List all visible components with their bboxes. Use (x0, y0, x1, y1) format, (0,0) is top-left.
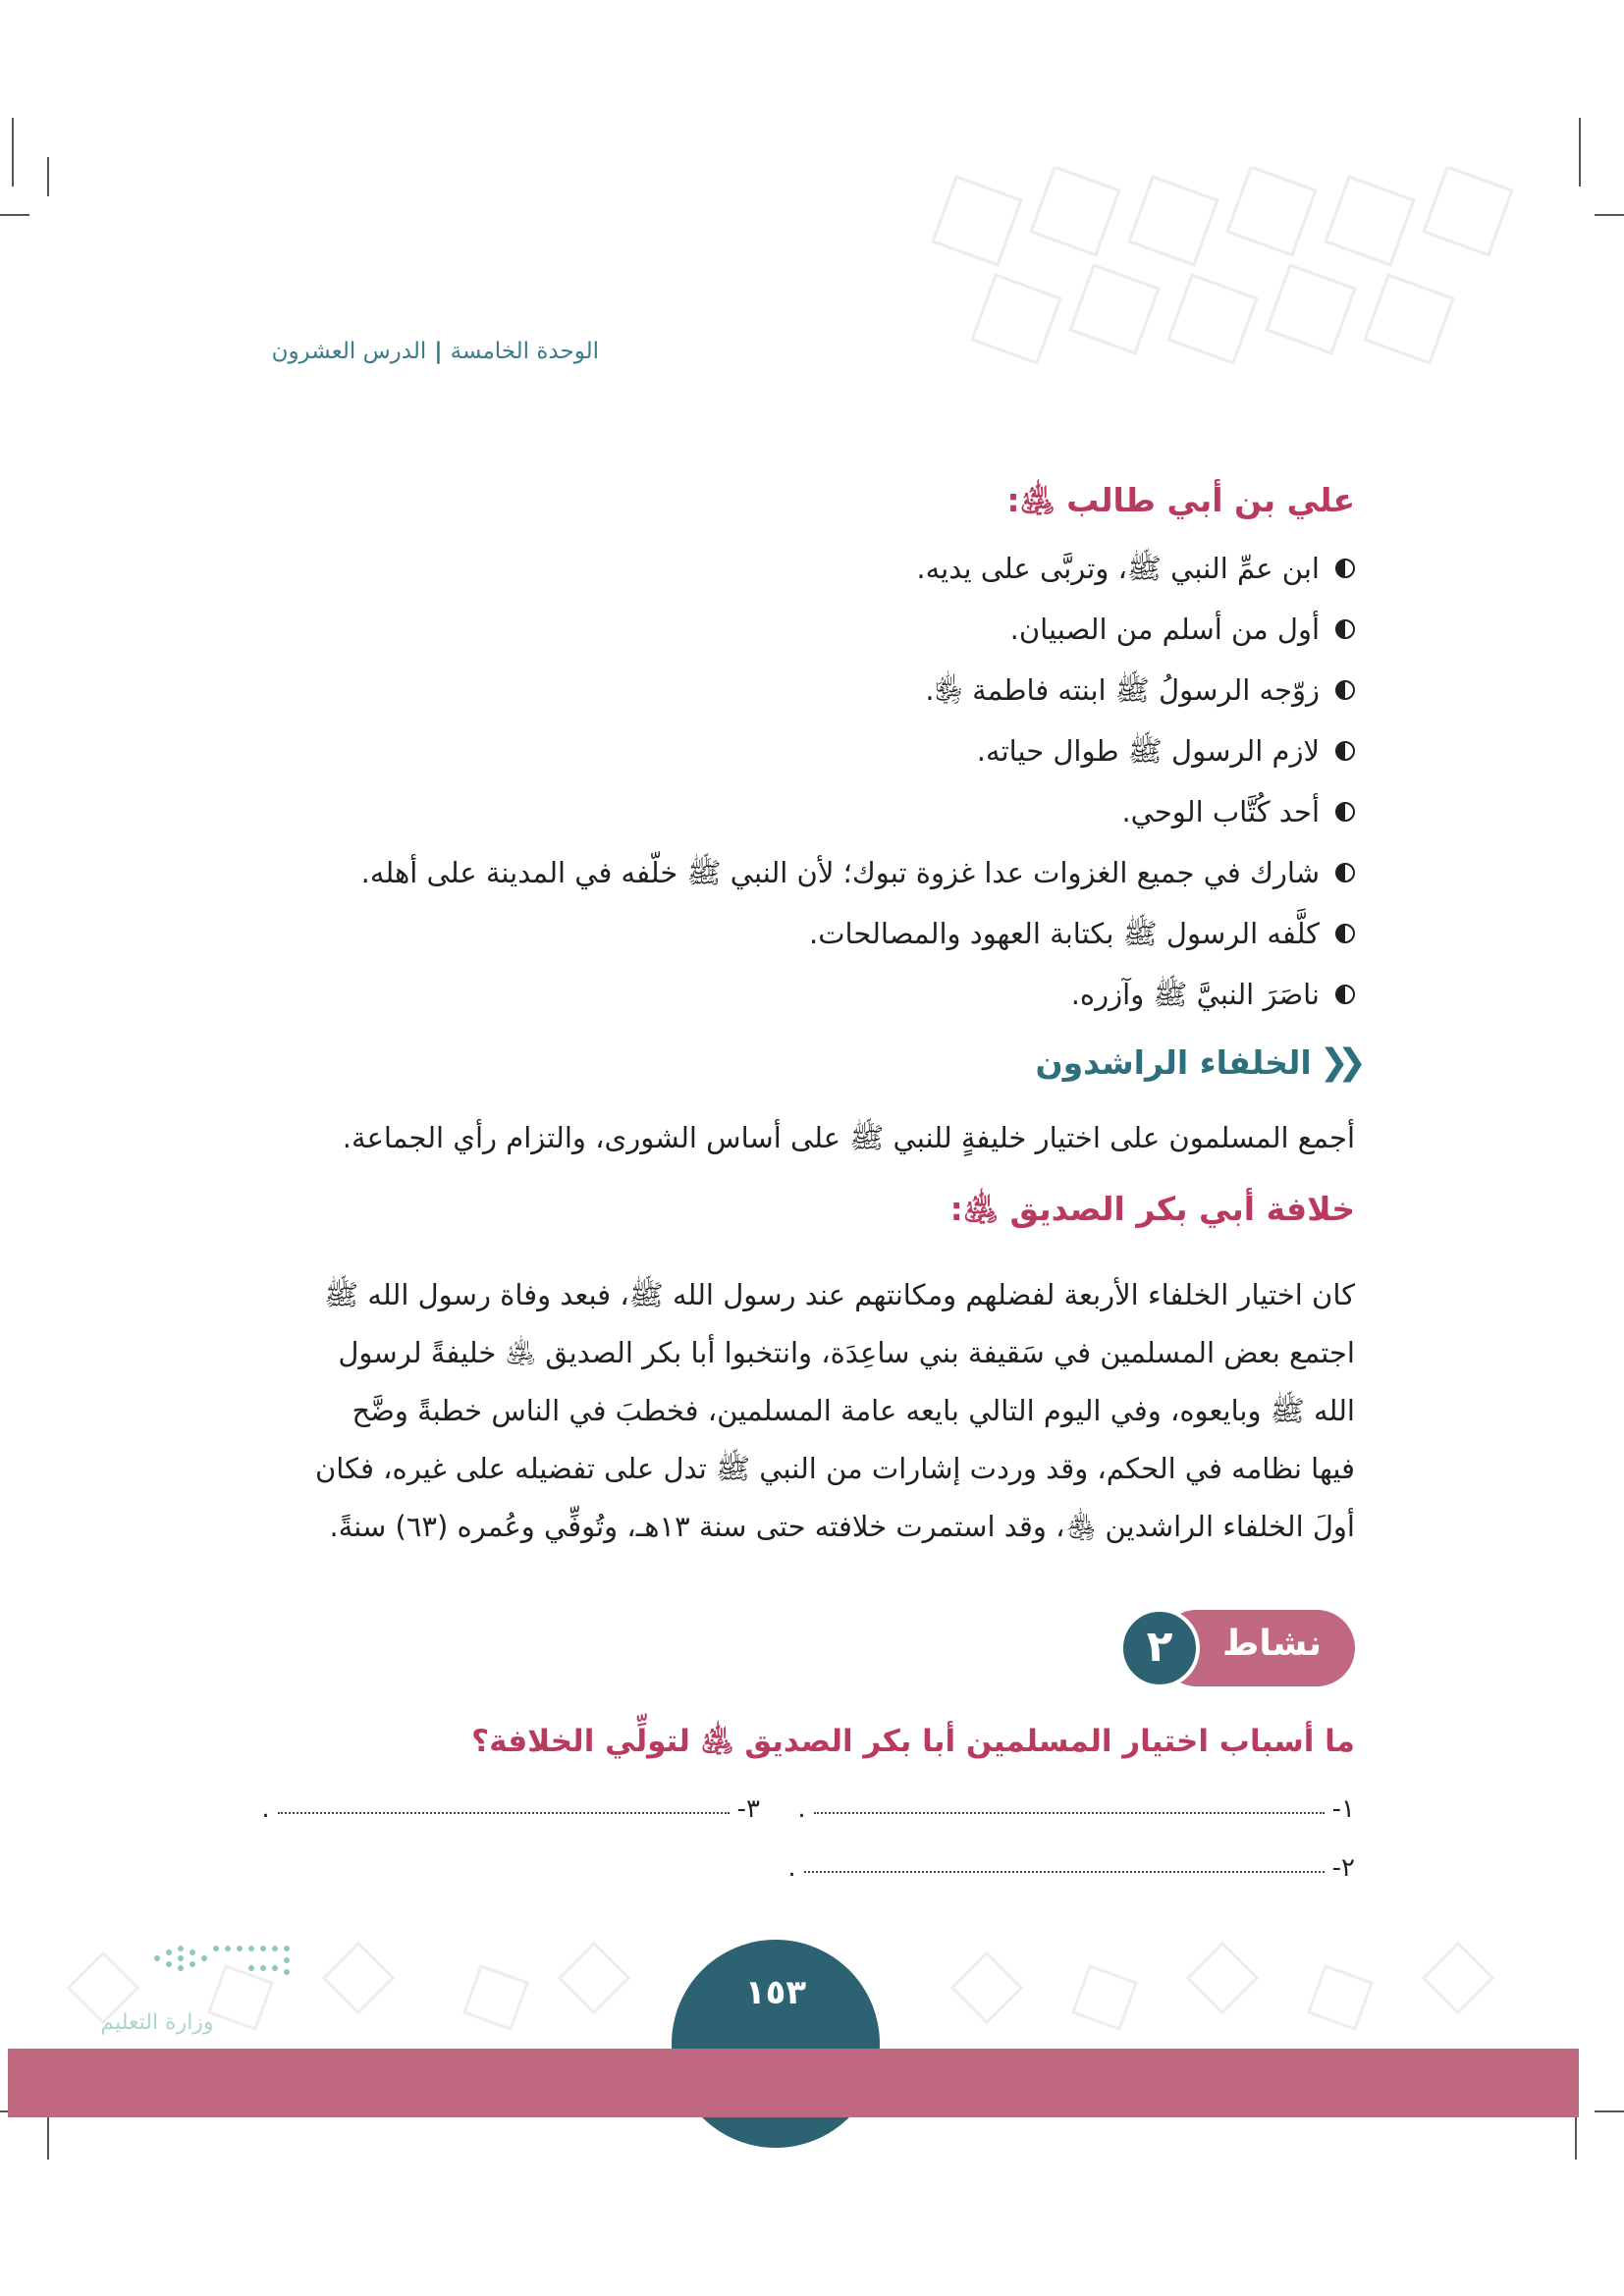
bullet-icon (1335, 802, 1355, 822)
list-item: ابن عمِّ النبي ﷺ، وتربَّى على يديه. (187, 538, 1355, 599)
page-number: ١٥٣ (744, 1973, 807, 2012)
activity-question: ما أسباب اختيار المسلمين أبا بكر الصديق ﵁ لتولِّي الخلافة؟ (471, 1724, 1355, 1759)
section-title-ali: علي بن أبي طالب ﵁: (1006, 481, 1355, 519)
answer-number: ١- (1331, 1794, 1355, 1824)
crop-mark (1595, 2110, 1624, 2112)
crop-mark (0, 214, 29, 216)
caliphs-intro-text: أجمع المسلمون على اختيار خليفةٍ للنبي ﷺ على أساس الشورى، والتزام رأي الجماعة. (342, 1121, 1355, 1154)
list-item: لازم الرسول ﷺ طوال حياته. (187, 721, 1355, 781)
list-item: زوّجه الرسولُ ﷺ ابنته فاطمة ﵂. (187, 660, 1355, 721)
footer-band (8, 2049, 1579, 2117)
paragraph-line: كان اختيار الخلفاء الأربعة لفضلهم ومكانتهم عند رسول الله ﷺ، فبعد وفاة رسول الله ﷺ (324, 1278, 1355, 1311)
bullet-icon (1335, 985, 1355, 1004)
paragraph-line: الله ﷺ وبايعوه، وفي اليوم التالي بايعه عامة المسلمين، فخطبَ في الناس خطبةً وضَّح (352, 1394, 1355, 1427)
answer-line-1[interactable]: ١-. (797, 1794, 1355, 1824)
list-item: أحد كُتَّاب الوحي. (187, 781, 1355, 842)
caliphs-heading-text: الخلفاء الراشدون (1035, 1043, 1312, 1082)
bullet-icon (1335, 924, 1355, 943)
bullet-icon (1335, 619, 1355, 639)
crop-mark (47, 157, 49, 196)
ministry-name: وزارة التعليم (100, 2010, 214, 2035)
list-item: ناصَرَ النبيَّ ﷺ وآزره. (187, 964, 1355, 1025)
activity-label: نشاط (1221, 1624, 1322, 1664)
bullet-icon (1335, 680, 1355, 700)
section-title-abu-bakr: خلافة أبي بكر الصديق ﵁: (949, 1190, 1355, 1228)
answer-number: ٣- (736, 1794, 760, 1824)
caliphs-heading (187, 1042, 1355, 1083)
paragraph-line: أولَ الخلفاء الراشدين ﵃، وقد استمرت خلافته حتى سنة ١٣هـ، وتُوفِّي وعُمره (٦٣) سنةً. (329, 1510, 1355, 1543)
ali-section (187, 481, 1355, 528)
crop-mark (12, 118, 14, 187)
paragraph-line: اجتمع بعض المسلمين في سَقيفة بني ساعِدَة، وانتخبوا أبا بكر الصديق ﵁ خليفةً لرسول (338, 1336, 1355, 1369)
decorative-pattern (923, 167, 1571, 422)
unit-label: الوحدة الخامسة (450, 339, 599, 364)
lesson-label: الدرس العشرون (271, 339, 427, 364)
crop-mark (1579, 118, 1581, 187)
crop-mark (1595, 214, 1624, 216)
list-item: أول من أسلم من الصبيان. (187, 599, 1355, 660)
caliphs-intro (187, 1109, 1355, 1167)
bullet-icon (1335, 741, 1355, 761)
bullet-icon (1335, 559, 1355, 578)
paragraph-line: فيها نظامه في الحكم، وقد وردت إشارات من النبي ﷺ تدل على تفضيله على غيره، فكان (314, 1452, 1355, 1485)
list-item: كلَّفه الرسول ﷺ بكتابة العهود والمصالحات. (187, 903, 1355, 964)
bullet-icon (1335, 863, 1355, 882)
ali-bullets (187, 538, 1355, 1025)
activity-number: ٢ (1119, 1608, 1200, 1688)
abu-bakr-section (187, 1190, 1355, 1237)
answer-line-3[interactable]: ٣-. (261, 1794, 760, 1824)
activity-badge (1119, 1610, 1355, 1686)
double-chevron-icon: ❮❮ (1319, 1042, 1355, 1083)
header-separator: | (434, 339, 443, 364)
page-header (187, 339, 599, 378)
answer-number: ٢- (1331, 1853, 1355, 1883)
answer-line-2[interactable]: ٢-. (787, 1853, 1355, 1883)
abu-bakr-paragraph (187, 1266, 1355, 1556)
ministry-logo-icon (147, 1939, 304, 1978)
list-item: شارك في جميع الغزوات عدا غزوة تبوك؛ لأن النبي ﷺ خلّفه في المدينة على أهله. (187, 842, 1355, 903)
